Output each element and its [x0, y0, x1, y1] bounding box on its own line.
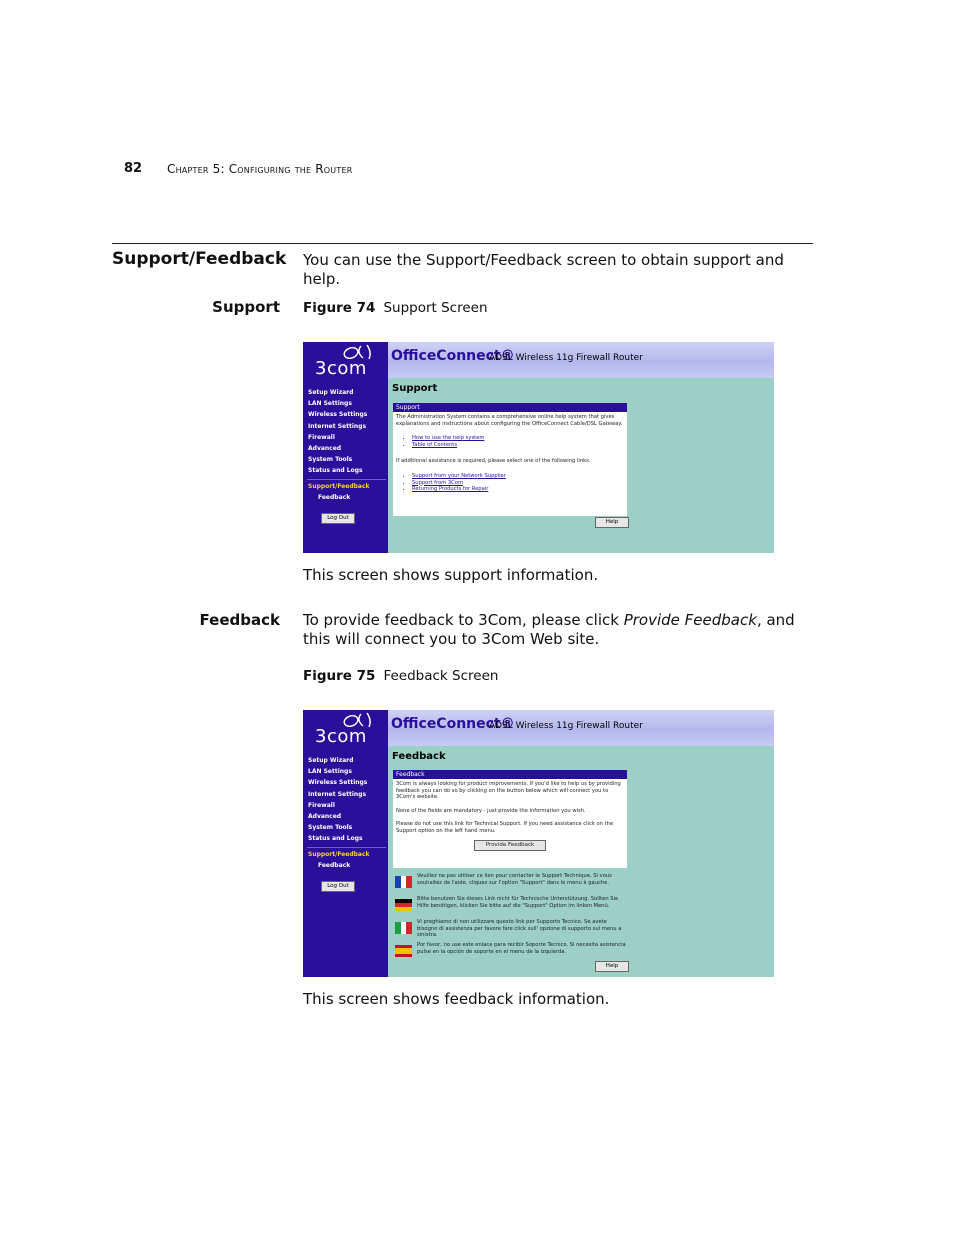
figure-title: Feedback Screen: [383, 668, 499, 684]
chapter-title: Chapter 5: Configuring the Router: [167, 162, 353, 176]
figure-74-caption: [303, 300, 488, 316]
lang-text-italian: Vi preghiamo di non utilizzare questo link per Supporto Tecnico. Se avete bisogno di assistenza per favore fare click sull' opzione di supporto sul menu a sinistra.: [417, 919, 622, 939]
3com-logo: 3com: [315, 726, 367, 747]
router-menu: [308, 387, 367, 477]
feedback-text-start: To provide feedback to 3Com, please click: [303, 611, 624, 629]
feedback-text: [303, 611, 815, 649]
router-menu: [308, 755, 367, 845]
link-table-of-contents[interactable]: Table of Contents: [412, 441, 458, 448]
menu-system-tools[interactable]: System Tools: [308, 456, 353, 464]
spanish-flag-icon: [395, 945, 412, 957]
screenshot-edge: [774, 710, 781, 977]
menu-status-logs[interactable]: Status and Logs: [308, 835, 363, 843]
feedback-panel-header: Feedback: [393, 770, 627, 779]
menu-status-logs[interactable]: Status and Logs: [308, 467, 363, 475]
router-banner: [388, 342, 774, 378]
logout-button[interactable]: Log Out: [321, 881, 355, 892]
feedback-heading: Feedback: [199, 611, 280, 629]
section-intro: You can use the Support/Feedback screen to obtain support and help.: [303, 251, 784, 288]
menu-divider: [307, 847, 386, 848]
lang-row-french: [395, 873, 627, 895]
logout-button[interactable]: Log Out: [321, 513, 355, 524]
menu-advanced[interactable]: Advanced: [308, 444, 342, 452]
figure-label: Figure 75: [303, 668, 376, 684]
link-support-3com[interactable]: Support from 3Com: [412, 479, 464, 486]
menu-divider: [307, 479, 386, 480]
feedback-text-emphasis: Provide Feedback: [623, 611, 757, 629]
router-banner: [388, 710, 774, 746]
officeconnect-brand: OfficeConnect®: [391, 716, 515, 732]
feedback-p2: None of the fields are mandatory - just provide the information you wish.: [396, 807, 586, 814]
lang-row-german: [395, 896, 627, 918]
feedback-caption: This screen shows feedback information.: [303, 990, 610, 1008]
support-screenshot: [303, 342, 781, 553]
support-caption: This screen shows support information.: [303, 566, 599, 584]
link-help-system[interactable]: How to use the help system: [412, 435, 485, 442]
menu-system-tools[interactable]: System Tools: [308, 824, 353, 832]
menu-internet-settings[interactable]: Internet Settings: [308, 422, 367, 430]
italian-flag-icon: [395, 922, 412, 934]
feedback-panel: [393, 770, 627, 868]
help-button[interactable]: Help: [595, 517, 629, 528]
lang-text-spanish: Por favor, no use este enlace para recibir Soporte Tecnico. Si necesita asistencia pulse en la opción de soporte en el menu de la izquierda.: [417, 942, 626, 955]
figure-title: Support Screen: [383, 300, 488, 316]
screenshot-edge: [774, 342, 781, 553]
lang-text-french: Veuillez ne pas utiliser ce lien pour contacter le Support Technique. Si vous souhaitez de l'aide, cliquez sur l'option "Support" dans le menu à gauche.: [417, 873, 612, 886]
menu-feedback[interactable]: Feedback: [318, 862, 351, 869]
menu-setup-wizard[interactable]: Setup Wizard: [308, 757, 354, 764]
menu-wireless-settings[interactable]: Wireless Settings: [308, 779, 368, 787]
menu-firewall[interactable]: Firewall: [308, 801, 335, 809]
support-heading: Support: [212, 298, 280, 316]
figure-75-caption: [303, 668, 498, 684]
section-title: Support/Feedback: [112, 249, 287, 269]
support-intro: The Administration System contains a comprehensive online help system that gives explanations and instructions about configuring the OfficeConnect Cable/DSL Gateway.: [396, 414, 623, 427]
support-panel-header: Support: [393, 403, 627, 412]
router-sidebar: [303, 342, 388, 553]
menu-lan-settings[interactable]: LAN Settings: [308, 768, 352, 776]
support-pane-title: Support: [392, 383, 438, 394]
section-rule: [112, 243, 813, 244]
menu-support-feedback[interactable]: Support/Feedback: [308, 483, 370, 490]
feedback-p1: 3Com is always looking for product improvements. If you'd like to help us by providing feedback you can do so by clicking on the button below which will connect you to 3Com's website.: [396, 781, 621, 801]
menu-advanced[interactable]: Advanced: [308, 812, 342, 820]
menu-wireless-settings[interactable]: Wireless Settings: [308, 411, 368, 419]
link-returning-products[interactable]: Returning Products for Repair: [412, 486, 489, 493]
lang-row-italian: [395, 919, 627, 941]
menu-support-feedback[interactable]: Support/Feedback: [308, 851, 370, 858]
menu-setup-wizard[interactable]: Setup Wizard: [308, 389, 354, 396]
french-flag-icon: [395, 876, 412, 888]
feedback-p3: Please do not use this link for Technical Support. If you need assistance click on the Support option on the left hand menu.: [396, 821, 614, 834]
feedback-text-end: , and this will connect you to 3Com Web site.: [303, 611, 795, 648]
provide-feedback-button[interactable]: Provide Feedback: [474, 840, 546, 851]
help-button[interactable]: Help: [595, 961, 629, 972]
menu-firewall[interactable]: Firewall: [308, 433, 335, 441]
router-sidebar: [303, 710, 388, 977]
link-network-supplier[interactable]: Support from your Network Supplier: [412, 472, 506, 479]
product-tagline: ADSL Wireless 11g Firewall Router: [489, 353, 643, 363]
lang-row-spanish: [395, 942, 627, 964]
german-flag-icon: [395, 899, 412, 911]
support-more-text: If additional assistance is required, please select one of the following links.: [396, 458, 591, 465]
page-number: 82: [124, 161, 143, 176]
feedback-pane-title: Feedback: [392, 751, 446, 762]
3com-logo: 3com: [315, 358, 367, 379]
feedback-screenshot: [303, 710, 781, 977]
menu-lan-settings[interactable]: LAN Settings: [308, 400, 352, 408]
product-tagline: ADSL Wireless 11g Firewall Router: [489, 721, 643, 731]
support-panel: [393, 403, 627, 516]
figure-label: Figure 74: [303, 300, 376, 316]
lang-text-german: Bitte benutzen Sie dieses Link nicht für Technische Unterstützung. Sollten Sie Hilfe benötigen, klicken Sie bitte auf die "Support" Option im linken Menü.: [417, 896, 619, 909]
menu-internet-settings[interactable]: Internet Settings: [308, 790, 367, 798]
officeconnect-brand: OfficeConnect®: [391, 348, 515, 364]
menu-feedback[interactable]: Feedback: [318, 494, 351, 501]
